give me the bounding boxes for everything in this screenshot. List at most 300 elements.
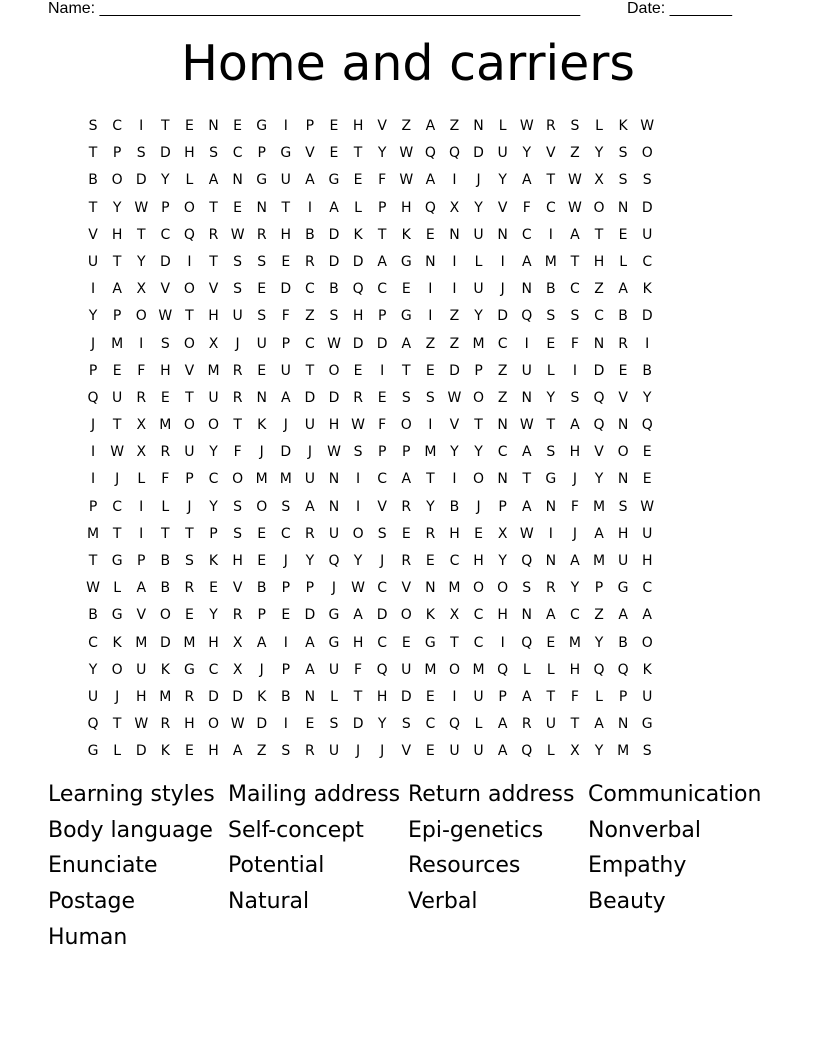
word-list-item: Resources [408, 853, 521, 879]
grid-cell: O [593, 199, 605, 216]
grid-cell: P [377, 199, 387, 216]
word-list-item: Self-concept [228, 817, 364, 843]
grid-cell: N [473, 118, 484, 134]
grid-cell: C [112, 498, 123, 515]
grid-cell: L [137, 471, 146, 488]
grid-cell: U [401, 661, 412, 678]
name-field-label: Name: ______________________________________________________ [48, 0, 581, 17]
grid-cell: R [208, 226, 219, 243]
grid-cell: S [233, 525, 243, 542]
grid-cell: I [524, 335, 529, 352]
grid-cell: H [184, 716, 195, 733]
grid-cell: E [642, 471, 652, 488]
grid-cell: W [399, 145, 414, 162]
grid-cell: O [183, 199, 195, 216]
grid-cell: V [546, 145, 556, 162]
header [48, 0, 748, 20]
grid-cell: W [519, 417, 534, 434]
word-list-item: Enunciate [48, 853, 158, 879]
grid-cell: U [232, 308, 243, 325]
grid-cell: E [257, 362, 267, 379]
grid-cell: I [452, 172, 457, 189]
grid-cell: B [160, 580, 171, 597]
grid-cell: Y [522, 145, 532, 162]
grid-cell: S [546, 308, 556, 325]
grid-cell: I [428, 281, 433, 298]
grid-cell: D [400, 688, 412, 705]
grid-cell: G [111, 553, 123, 569]
grid-cell: M [159, 688, 172, 705]
grid-cell: E [425, 226, 435, 243]
grid-cell: P [305, 118, 315, 134]
word-list-item: Learning styles [48, 782, 215, 807]
grid-cell: A [570, 417, 580, 434]
grid-cell: S [570, 308, 580, 325]
grid-cell: M [424, 444, 437, 461]
grid-cell: G [111, 607, 123, 624]
grid-cell: Q [521, 553, 533, 569]
grid-cell: H [449, 525, 460, 542]
grid-cell: I [283, 634, 288, 651]
grid-cell: I [548, 525, 553, 542]
grid-cell: U [304, 417, 316, 434]
grid-cell: Q [448, 716, 460, 733]
grid-cell: W [399, 172, 414, 189]
grid-cell: H [497, 607, 508, 624]
grid-cell: C [642, 253, 653, 270]
grid-cell: D [449, 362, 460, 379]
grid-cell: S [522, 580, 532, 597]
grid-cell: R [521, 716, 532, 733]
grid-cell: E [425, 743, 435, 760]
grid-cell: H [352, 634, 364, 651]
grid-cell: P [498, 688, 507, 705]
grid-cell: I [90, 444, 96, 461]
grid-cell: P [377, 308, 387, 325]
grid-cell: L [474, 716, 483, 733]
grid-cell: C [473, 634, 484, 651]
grid-cell: H [641, 553, 653, 569]
grid-cell: C [377, 634, 388, 651]
grid-cell: M [87, 525, 100, 542]
grid-cell: M [135, 634, 148, 651]
grid-cell: K [401, 226, 411, 243]
grid-cell: K [160, 661, 170, 678]
grid-cell: W [568, 172, 582, 189]
grid-cell: Y [546, 389, 556, 406]
grid-cell: W [640, 498, 655, 515]
grid-cell: A [618, 607, 628, 624]
grid-cell: S [618, 145, 628, 162]
grid-cell: T [185, 308, 194, 325]
grid-cell: E [233, 199, 243, 216]
grid-cell: R [232, 362, 243, 379]
grid-cell: R [232, 607, 243, 624]
grid-cell: N [425, 253, 436, 270]
grid-cell: H [352, 118, 364, 134]
grid-cell: H [184, 145, 195, 162]
grid-cell: Z [425, 335, 436, 352]
grid-cell: U [473, 281, 484, 298]
grid-cell: N [425, 580, 436, 597]
grid-row [81, 630, 741, 657]
grid-cell: J [115, 471, 120, 488]
grid-cell: B [305, 226, 315, 243]
grid-cell: U [87, 253, 99, 270]
grid-cell: Y [570, 580, 580, 597]
grid-cell: H [473, 553, 484, 569]
grid-cell: A [305, 172, 315, 189]
grid-cell: A [256, 634, 267, 651]
grid-cell: L [474, 253, 483, 270]
grid-cell: M [592, 498, 606, 515]
grid-cell: G [87, 743, 99, 760]
grid-cell: W [519, 118, 534, 134]
grid-cell: I [452, 253, 457, 270]
grid-cell: C [497, 335, 508, 352]
grid-cell: U [473, 226, 484, 243]
grid-cell: S [184, 553, 194, 569]
grid-cell: E [401, 525, 411, 542]
grid-cell: O [641, 145, 653, 162]
grid-cell: E [474, 525, 483, 542]
grid-cell: M [472, 661, 485, 678]
grid-cell: I [139, 118, 144, 134]
grid-cell: O [183, 417, 195, 434]
grid-cell: J [115, 688, 120, 705]
word-list-item: Natural [228, 889, 310, 915]
grid-cell: J [476, 498, 481, 515]
grid-cell: M [207, 362, 220, 379]
grid-cell: D [376, 607, 388, 624]
grid-cell: L [354, 199, 362, 216]
grid-cell: N [521, 389, 532, 406]
grid-cell: C [232, 145, 243, 162]
grid-cell: K [257, 417, 267, 434]
grid-cell: L [546, 362, 555, 379]
grid-cell: W [158, 308, 173, 325]
grid-cell: U [545, 716, 556, 733]
grid-cell: U [473, 688, 484, 705]
grid-cell: M [255, 471, 268, 488]
grid-cell: J [283, 417, 288, 434]
grid-cell: S [233, 281, 243, 298]
grid-cell: B [618, 308, 628, 325]
grid-cell: C [594, 308, 604, 325]
grid-cell: O [400, 607, 412, 624]
grid-cell: R [136, 389, 147, 406]
grid-cell: F [522, 199, 531, 216]
grid-cell: I [356, 498, 361, 515]
grid-cell: T [474, 417, 483, 434]
grid-cell: E [329, 145, 339, 162]
grid-cell: R [305, 743, 315, 760]
grid-row [81, 222, 741, 249]
grid-cell: S [377, 525, 387, 542]
grid-cell: E [184, 118, 194, 134]
grid-cell: H [280, 226, 292, 243]
grid-cell: S [642, 743, 652, 760]
grid-cell: D [280, 444, 292, 461]
grid-cell: O [448, 661, 460, 678]
grid-cell: I [90, 471, 96, 488]
date-field-label: Date: _______ [627, 0, 732, 17]
grid-cell: E [425, 553, 435, 569]
grid-cell: P [185, 471, 194, 488]
grid-cell: H [232, 553, 243, 569]
grid-cell: V [160, 281, 171, 298]
grid-cell: S [401, 389, 411, 406]
grid-cell: T [426, 471, 435, 488]
grid-cell: M [544, 253, 557, 270]
grid-cell: V [618, 389, 628, 406]
grid-cell: C [112, 118, 123, 134]
grid-cell: B [256, 580, 267, 597]
grid-cell: B [88, 172, 98, 189]
grid-cell: P [112, 308, 122, 325]
grid-cell: W [134, 716, 149, 733]
grid-cell: G [183, 661, 195, 678]
grid-cell: O [135, 308, 147, 325]
grid-cell: S [281, 498, 291, 515]
grid-cell: J [572, 471, 577, 488]
grid-cell: V [184, 362, 195, 379]
grid-cell: D [208, 688, 219, 705]
grid-cell: A [305, 634, 315, 651]
grid-cell: K [112, 634, 122, 651]
grid-row [81, 684, 741, 711]
grid-cell: C [425, 716, 436, 733]
grid-row [81, 711, 741, 738]
grid-cell: S [209, 145, 218, 162]
grid-row [81, 494, 741, 521]
grid-cell: S [281, 743, 291, 760]
grid-cell: A [521, 444, 532, 461]
grid-cell: A [281, 389, 291, 406]
grid-cell: C [280, 525, 291, 542]
grid-cell: P [257, 145, 266, 162]
grid-cell: I [452, 688, 457, 705]
grid-cell: R [184, 688, 195, 705]
grid-row [81, 439, 741, 466]
grid-cell: U [112, 389, 123, 406]
grid-cell: B [642, 362, 652, 379]
grid-row [81, 738, 741, 765]
grid-cell: M [592, 553, 606, 569]
page-title: Home and carriers [181, 35, 635, 92]
grid-cell: E [184, 743, 194, 760]
grid-cell: D [159, 145, 171, 162]
grid-cell: Q [328, 553, 340, 569]
grid-cell: Y [136, 253, 146, 270]
grid-cell: D [376, 335, 388, 352]
grid-cell: D [304, 607, 316, 624]
grid-cell: P [257, 607, 266, 624]
grid-cell: E [618, 362, 628, 379]
word-list-item: Beauty [588, 889, 666, 915]
grid-row [81, 385, 741, 412]
grid-cell: A [570, 226, 580, 243]
grid-cell: Y [450, 444, 459, 461]
grid-cell: D [304, 389, 316, 406]
grid-cell: W [351, 580, 365, 597]
grid-cell: G [400, 253, 412, 270]
grid-cell: L [113, 743, 122, 760]
grid-cell: P [137, 553, 146, 569]
word-list-item: Nonverbal [588, 817, 702, 843]
grid-cell: E [401, 634, 411, 651]
grid-cell: T [88, 199, 98, 216]
grid-cell: A [425, 172, 436, 189]
grid-cell: X [136, 444, 147, 461]
grid-cell: G [328, 634, 340, 651]
grid-cell: S [136, 145, 146, 162]
grid-cell: P [377, 444, 387, 461]
grid-cell: D [232, 688, 243, 705]
grid-cell: I [428, 417, 433, 434]
grid-cell: O [256, 498, 268, 515]
grid-cell: A [570, 553, 580, 569]
word-list-item: Empathy [588, 853, 687, 879]
grid-cell: G [545, 471, 557, 488]
grid-cell: W [351, 417, 365, 434]
grid-cell: H [593, 253, 605, 270]
grid-cell: E [618, 226, 628, 243]
grid-cell: X [449, 199, 460, 216]
grid-cell: P [88, 362, 98, 379]
grid-cell: Y [474, 308, 483, 325]
grid-cell: P [618, 688, 628, 705]
grid-cell: E [257, 281, 267, 298]
grid-cell: R [425, 525, 436, 542]
grid-cell: V [232, 580, 243, 597]
grid-cell: P [402, 444, 411, 461]
grid-cell: I [500, 253, 505, 270]
grid-cell: J [572, 525, 577, 542]
grid-cell: H [111, 226, 123, 243]
grid-cell: S [425, 389, 435, 406]
grid-cell: Y [305, 553, 315, 569]
grid-cell: G [400, 308, 412, 325]
grid-cell: T [233, 417, 242, 434]
grid-cell: Y [426, 498, 435, 515]
grid-row [81, 466, 741, 493]
grid-cell: P [281, 661, 291, 678]
grid-cell: T [377, 226, 387, 243]
grid-cell: J [307, 444, 312, 461]
grid-cell: T [185, 389, 194, 406]
grid-cell: A [305, 661, 315, 678]
grid-cell: T [522, 471, 532, 488]
grid-cell: I [572, 362, 577, 379]
grid-cell: H [352, 308, 364, 325]
grid-cell: P [112, 145, 122, 162]
grid-cell: H [135, 688, 147, 705]
grid-cell: B [88, 607, 98, 624]
grid-cell: Q [497, 661, 509, 678]
grid-cell: U [449, 743, 460, 760]
grid-cell: A [305, 498, 315, 515]
grid-cell: U [328, 743, 340, 760]
grid-cell: N [521, 607, 532, 624]
grid-cell: Y [353, 553, 363, 569]
grid-cell: B [546, 281, 556, 298]
grid-cell: W [447, 389, 462, 406]
grid-cell: E [546, 335, 556, 352]
grid-cell: S [233, 498, 243, 515]
grid-cell: H [569, 661, 581, 678]
grid-cell: F [570, 498, 579, 515]
grid-cell: Q [448, 145, 460, 162]
grid-cell: J [476, 172, 481, 189]
grid-cell: U [521, 362, 532, 379]
grid-cell: A [377, 253, 387, 270]
grid-cell: D [641, 308, 653, 325]
grid-cell: A [208, 172, 219, 189]
grid-cell: I [428, 308, 433, 325]
grid-cell: J [187, 498, 192, 515]
grid-cell: J [500, 281, 505, 298]
grid-cell: J [356, 743, 361, 760]
grid-cell: O [641, 634, 653, 651]
grid-cell: S [642, 172, 652, 189]
grid-cell: V [401, 743, 412, 760]
grid-cell: T [305, 362, 315, 379]
grid-cell: G [256, 118, 268, 134]
grid-cell: I [452, 281, 457, 298]
grid-cell: R [184, 580, 195, 597]
grid-cell: Q [521, 743, 533, 760]
grid-row [81, 412, 741, 439]
grid-cell: T [112, 716, 122, 733]
grid-cell: N [593, 335, 605, 352]
grid-cell: Q [593, 417, 605, 434]
grid-cell: Q [641, 417, 653, 434]
grid-cell: H [401, 199, 412, 216]
grid-cell: R [256, 226, 267, 243]
grid-cell: W [110, 444, 125, 461]
grid-cell: J [235, 335, 240, 352]
grid-cell: F [281, 308, 290, 325]
grid-cell: Q [424, 145, 436, 162]
grid-cell: I [307, 199, 312, 216]
grid-cell: A [353, 607, 363, 624]
grid-cell: U [642, 525, 653, 542]
grid-cell: Y [498, 172, 507, 189]
word-list-item: Communication [588, 782, 762, 807]
grid-cell: Q [183, 226, 195, 243]
grid-cell: A [136, 580, 147, 597]
grid-cell: N [521, 281, 532, 298]
grid-cell: Y [112, 199, 122, 216]
grid-cell: D [641, 199, 653, 216]
grid-cell: T [353, 145, 363, 162]
grid-cell: L [161, 498, 170, 515]
grid-cell: A [546, 607, 556, 624]
grid-cell: M [568, 634, 581, 651]
grid-row [81, 521, 741, 548]
grid-cell: E [425, 362, 435, 379]
grid-cell: D [352, 253, 364, 270]
grid-cell: Z [305, 308, 315, 325]
grid-cell: Y [594, 634, 604, 651]
grid-cell: E [425, 688, 435, 705]
grid-cell: J [90, 335, 96, 352]
grid-cell: S [329, 308, 339, 325]
grid-cell: Y [88, 308, 98, 325]
grid-cell: I [380, 362, 385, 379]
grid-cell: A [425, 118, 436, 134]
